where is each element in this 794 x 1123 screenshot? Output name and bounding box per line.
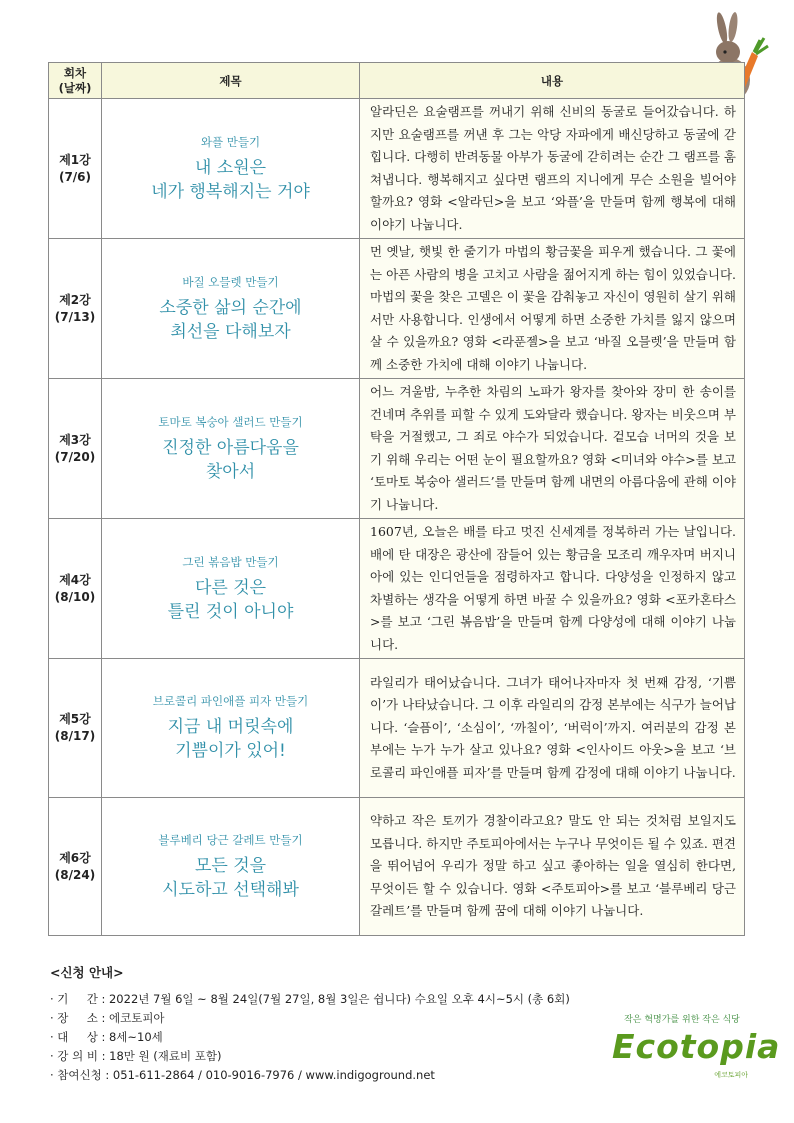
round-cell	[49, 99, 102, 239]
description-cell: 먼 옛날, 햇빛 한 줄기가 마법의 황금꽃을 피우게 했습니다. 그 꽃에는 아픈 사람의 병을 고치고 사람을 젊어지게 하는 힘이 있었습니다. 마법의 꽃을 찾은 고델은 이 꽃을 감춰놓고 자신이 영원히 살기 위해서만 사용합니다. 인생에서 어떻게 하면 소중한 가치를 잃지 않으며 살 수 있을까요? 영화 <라푼젤>을 보고 ‘바질 오믈렛’을 만들며 함께 소중한 가치에 대해 이야기 나눕니다.	[360, 239, 745, 379]
title-cell	[102, 659, 360, 798]
info-place: · 장 소 : 에코토피아	[50, 1011, 165, 1025]
table-row	[49, 239, 745, 379]
logo-wordmark: Ecotopia	[612, 1027, 781, 1066]
info-heading: <신청 안내>	[50, 965, 124, 980]
lesson-title-line1: 내 소원은	[194, 157, 267, 178]
round-label: 제6강	[59, 850, 91, 865]
lesson-title-line2: 시도하고 선택해봐	[162, 879, 299, 900]
table-row	[49, 798, 745, 936]
header-round: 회차 (날짜)	[49, 63, 102, 99]
title-cell	[102, 239, 360, 379]
lesson-title-line2: 기쁨이가 있어!	[175, 741, 286, 761]
lesson-title-line1: 진정한 아름다움을	[162, 437, 299, 458]
round-date: (8/10)	[54, 589, 96, 604]
round-cell	[49, 659, 102, 798]
round-label: 제3강	[59, 432, 91, 447]
application-info	[50, 963, 570, 1085]
title-cell	[102, 519, 360, 659]
ecotopia-logo	[612, 1012, 781, 1082]
round-date: (7/20)	[54, 449, 96, 464]
program-table	[48, 62, 745, 936]
lesson-title-line2: 네가 행복해지는 거야	[151, 181, 310, 202]
round-cell	[49, 239, 102, 379]
round-cell	[49, 519, 102, 659]
info-period: · 기 간 : 2022년 7월 6일 ~ 8월 24일(7월 27일, 8월 3일은 쉽니다) 수요일 오후 4시~5시 (총 6회)	[50, 992, 570, 1006]
round-label: 제1강	[59, 152, 91, 167]
lesson-title-line1: 다른 것은	[194, 577, 267, 598]
table-row	[49, 659, 745, 798]
recipe-title: 와플 만들기	[200, 134, 261, 149]
lesson-title-line2: 최선을 다해보자	[170, 321, 291, 342]
title-cell	[102, 798, 360, 936]
lesson-title-line2: 찾아서	[205, 461, 256, 482]
recipe-title: 브로콜리 파인애플 피자 만들기	[152, 694, 309, 708]
info-fee: · 강 의 비 : 18만 원 (재료비 포함)	[50, 1049, 222, 1063]
round-date: (7/6)	[58, 169, 92, 184]
round-date: (8/24)	[54, 867, 96, 882]
header-title: 제목	[102, 63, 360, 99]
round-date: (7/13)	[54, 309, 96, 324]
title-cell	[102, 99, 360, 239]
logo-tagline: 작은 혁명가를 위한 작은 식당	[624, 1015, 740, 1025]
info-contact: · 참여신청 : 051-611-2864 / 010-9016-7976 / www.indigoground.net	[50, 1068, 435, 1082]
recipe-title: 블루베리 당근 갈레트 만들기	[158, 832, 303, 847]
info-target: · 대 상 : 8세~10세	[50, 1030, 163, 1044]
table-row	[49, 379, 745, 519]
table-header-row	[49, 63, 745, 99]
lesson-title-line1: 소중한 삶의 순간에	[159, 297, 302, 318]
recipe-title: 그린 볶음밥 만들기	[182, 554, 279, 569]
title-cell	[102, 379, 360, 519]
round-label: 제2강	[59, 292, 91, 307]
header-content: 내용	[360, 63, 745, 99]
round-cell	[49, 379, 102, 519]
description-cell: 1607년, 오늘은 배를 타고 멋진 신세계를 정복하러 가는 날입니다. 배에 탄 대장은 광산에 잠들어 있는 황금을 모조리 깨우자며 버지니아에 있는 인디언들을 점령하자고 합니다. 다양성을 인정하지 않고 차별하는 생각을 어떻게 하면 바꿀 수 있을까요? 영화 <포카혼타스>를 보고 ‘그린 볶음밥’을 만들며 함께 다양성에 대해 이야기 나눕니다.	[360, 519, 745, 659]
round-cell	[49, 798, 102, 936]
table-row	[49, 519, 745, 659]
description-cell: 알라딘은 요술램프를 꺼내기 위해 신비의 동굴로 들어갔습니다. 하지만 요술램프를 꺼낸 후 그는 악당 자파에게 배신당하고 동굴에 갇힙니다. 다행히 반려동물 아부가 동굴에 갇히려는 순간 그 램프를 훔쳐냅니다. 행복해지고 싶다면 램프의 지니에게 무슨 소원을 빌어야 할까요? 영화 <알라딘>을 보고 ‘와플’을 만들며 함께 행복에 대해 이야기 나눕니다.	[360, 99, 745, 239]
lesson-title-line2: 틀린 것이 아니야	[167, 601, 294, 622]
round-date: (8/17)	[54, 729, 96, 743]
description-cell: 약하고 작은 토끼가 경찰이라고요? 말도 안 되는 것처럼 보일지도 모릅니다. 하지만 주토피아에서는 누구나 무엇이든 될 수 있죠. 편견을 뛰어넘어 우리가 정말 하고 싶고 좋아하는 일을 열심히 한다면, 무엇이든 할 수 있습니다. 영화 <주토피아>를 보고 ‘블루베리 당근 갈레트’를 만들며 함께 꿈에 대해 이야기 나눕니다.	[360, 798, 745, 936]
recipe-title: 바질 오믈렛 만들기	[182, 274, 279, 289]
description-cell: 어느 겨울밤, 누추한 차림의 노파가 왕자를 찾아와 장미 한 송이를 건네며 추위를 피할 수 있게 도와달라 했습니다. 왕자는 비웃으며 부탁을 거절했고, 그 죄로 야수가 되었습니다. 겉모습 너머의 것을 보기 위해 우리는 어떤 눈이 필요할까요? 영화 <미녀와 야수>를 보고 ‘토마토 복숭아 샐러드’를 만들며 함께 내면의 아름다움에 관해 이야기 나눕니다.	[360, 379, 745, 519]
description-cell: 라일리가 태어났습니다. 그녀가 태어나자마자 첫 번째 감정, ‘기쁨이’가 나타났습니다. 그 이후 라일리의 감정 본부에는 식구가 늘어납니다. ‘슬픔이’, ‘소심이’, ‘까칠이’, ‘버럭이’까지. 여러분의 감정 본부에는 누가 누가 살고 있나요? 영화 <인사이드 아웃>을 보고 ‘브로콜리 파인애플 피자’를 만들며 함께 감정에 대해 이야기 나눕니다.	[360, 659, 745, 798]
lesson-title-line1: 모든 것을	[194, 855, 267, 876]
logo-korean-name: 에코토피아	[714, 1071, 748, 1079]
table-row	[49, 99, 745, 239]
recipe-title: 토마토 복숭아 샐러드 만들기	[158, 414, 303, 429]
round-label: 제4강	[59, 572, 91, 587]
round-label: 제5강	[59, 712, 91, 726]
lesson-title-line1: 지금 내 머릿속에	[167, 717, 294, 737]
